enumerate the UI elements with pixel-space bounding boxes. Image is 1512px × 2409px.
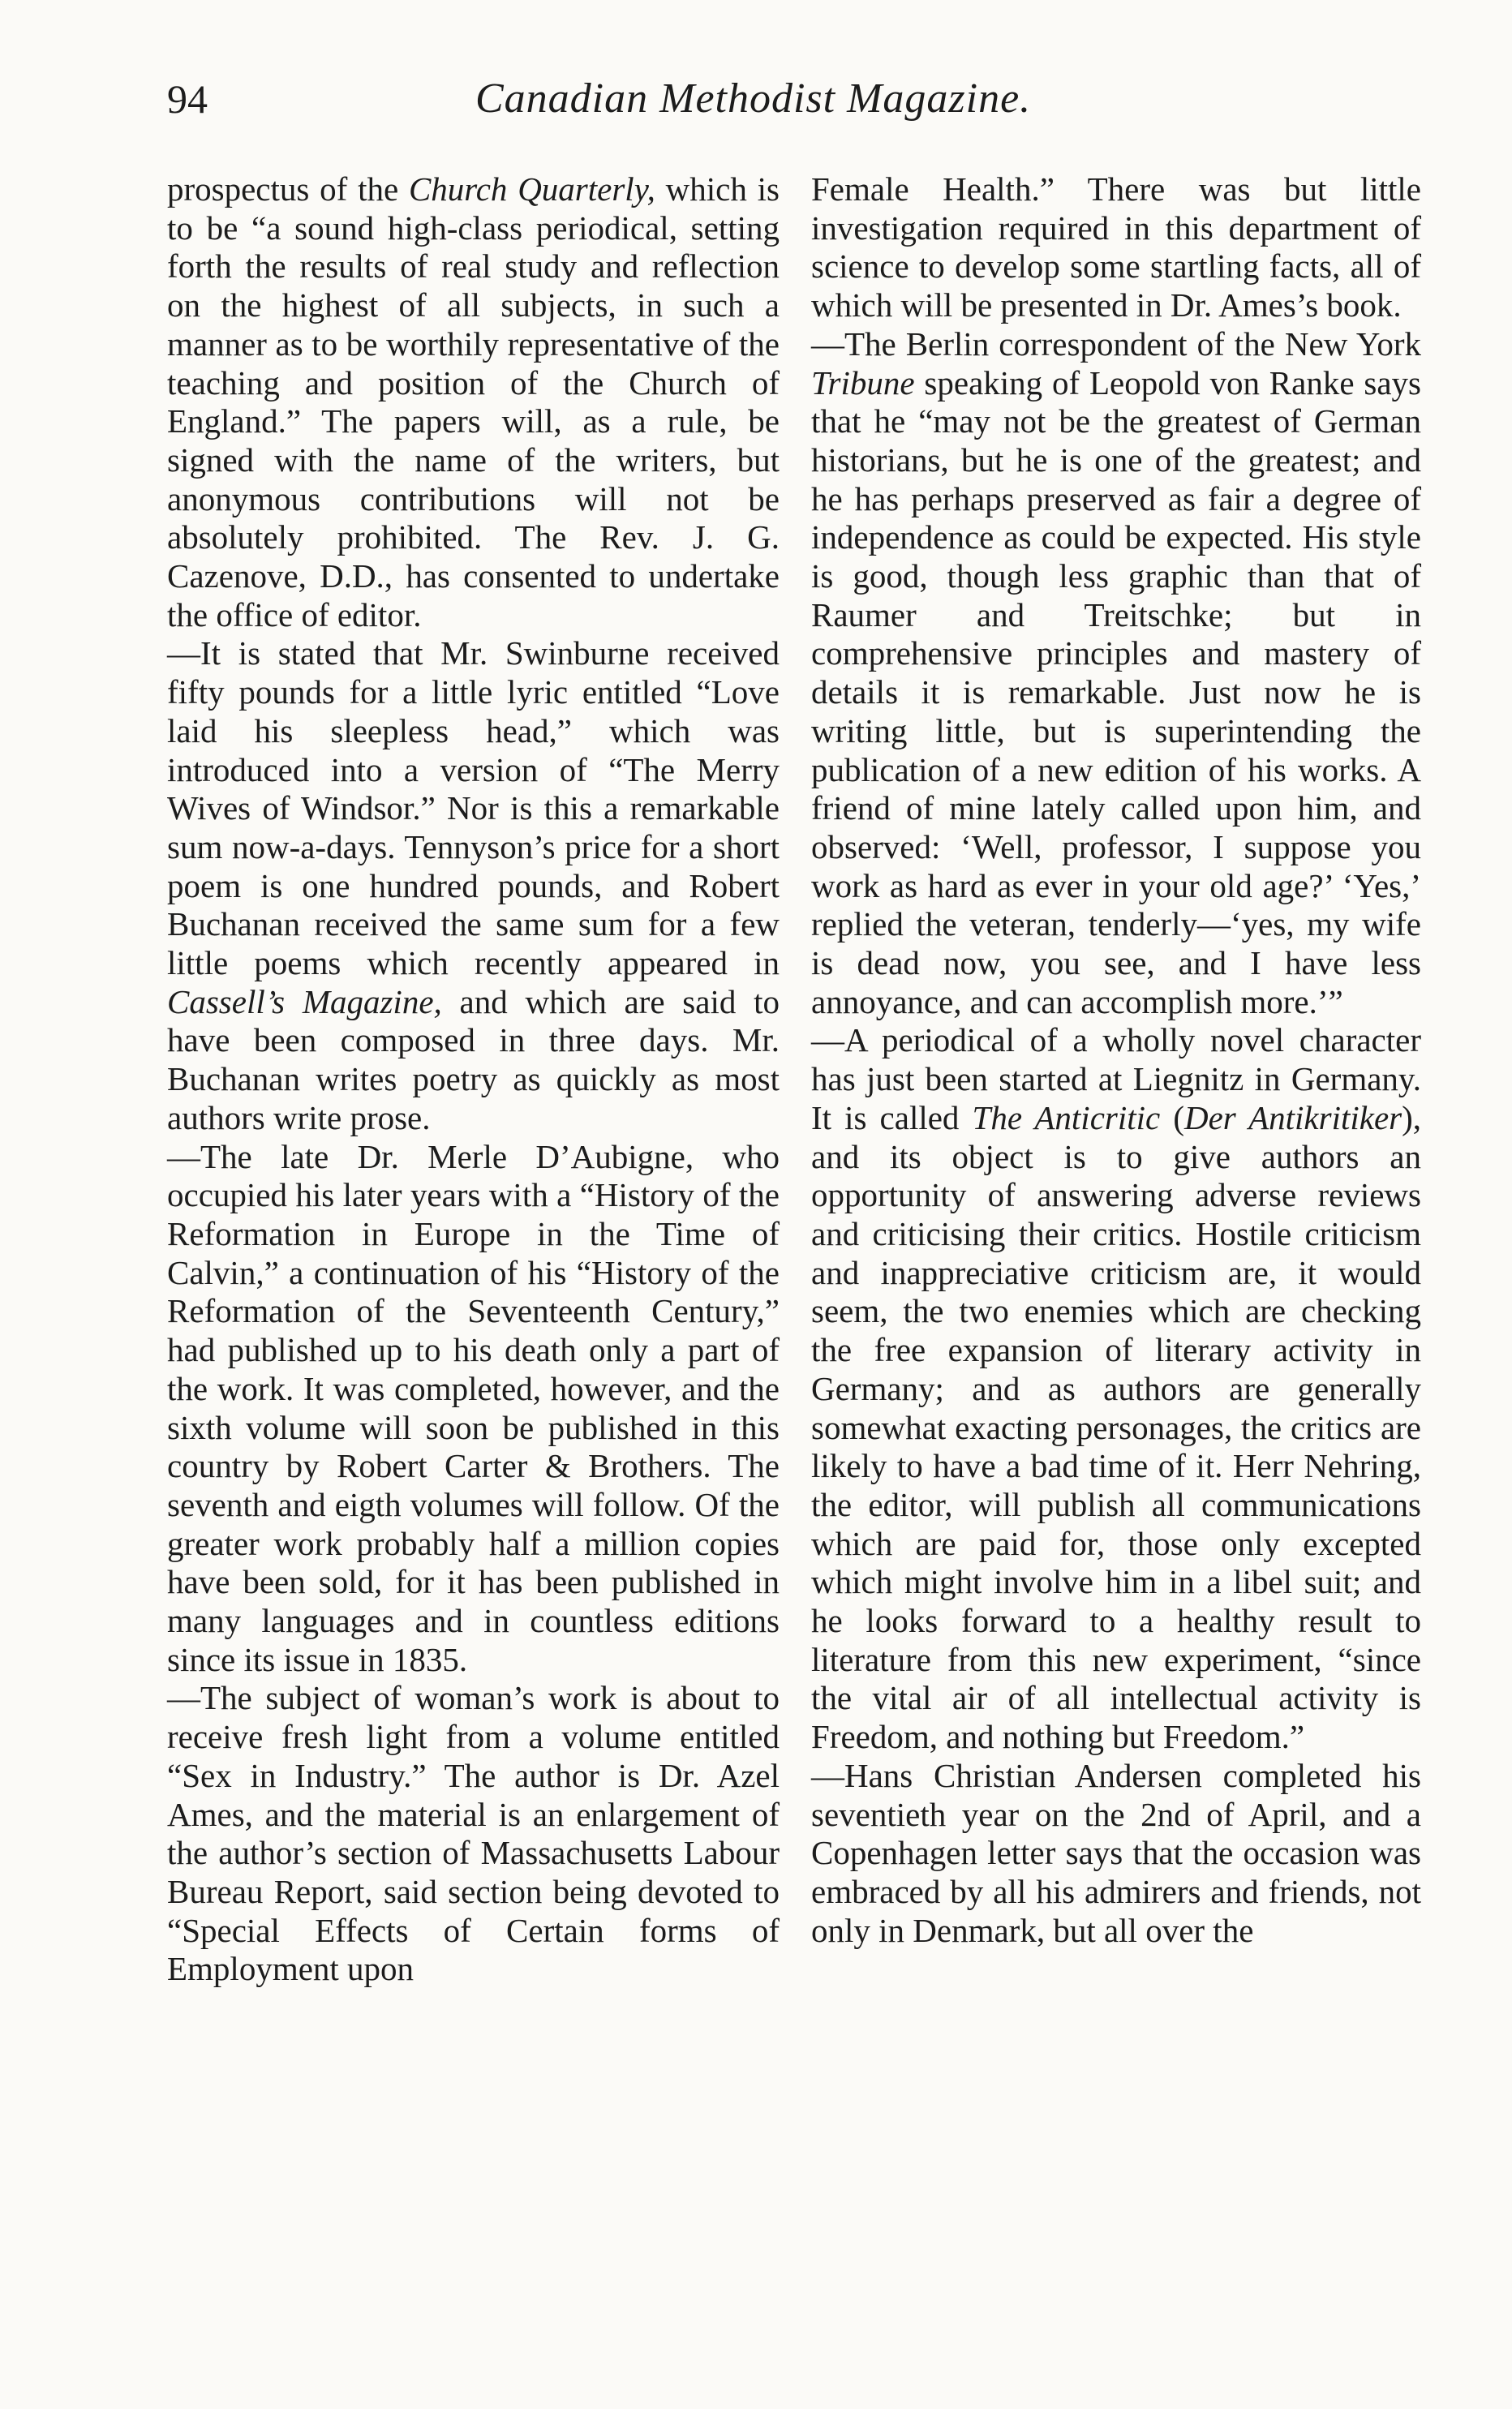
paragraph-church-quarterly bbox=[167, 170, 780, 634]
text-run: —A periodical of a wholly novel character has just been started at Liegnitz in Germany. It is called bbox=[811, 1021, 1421, 1136]
italic-title: Church Quarterly, bbox=[408, 170, 655, 208]
text-run: ), and its object is to give authors an opportunity of answering adverse reviews and criticising their critics. Hostile criticism and inappreciative criticism are, it would seem, the two enemies which are checking the free expansion of literary activity in Germany; and as authors are generally somewhat exacting personages, the critics are likely to have a bad time of it. Herr Nehring, the editor, will publish all communications which are paid for, those only excepted which might involve him in a libel suit; and he looks forward to a healthy result to literature from this new experiment, “since the vital air of all intellectual activity is Freedom, and nothing but Freedom.” bbox=[811, 1098, 1421, 1756]
paragraph-andersen: —Hans Christian Andersen completed his seventieth year on the 2nd of April, and a Copenhagen letter says that the occasion was embraced by all his admirers and friends, not only in Denmark, but all over the bbox=[811, 1756, 1421, 1949]
paragraph-sex-in-industry: —The subject of woman’s work is about to receive fresh light from a volume entitled “Sex in Industry.” The author is Dr. Azel Ames, and the material is an enlargement of the author’s section of Massachusetts Labour Bureau Report, said section being devoted to “Special Effects of Certain forms of Employment upon bbox=[167, 1679, 780, 1988]
text-run: ( bbox=[1160, 1098, 1184, 1136]
paragraph-female-health: Female Health.” There was but little investigation required in this department of science to develop some startling facts, all of which will be presented in Dr. Ames’s book. bbox=[811, 170, 1421, 324]
text-run: which is to be “a sound high-class periodical, setting forth the results of real study and reflection on the highest of all subjects, in such a manner as to be worthily representative of the teaching and position of the Church of England.” The papers will, as a rule, be signed with the name of the writers, but anonymous contributions will not be absolutely prohibited. The Rev. J. G. Cazenove, D.D., has consented to undertake the office of editor. bbox=[167, 170, 780, 633]
italic-title: Tribune bbox=[811, 363, 915, 402]
text-run: prospectus of the bbox=[167, 170, 409, 208]
right-column bbox=[811, 170, 1421, 1950]
paragraph-daubigne: —The late Dr. Merle D’Aubigne, who occupied his later years with a “History of the Reformation in Europe in the Time of Calvin,” a continuation of his “History of the Reformation of the Seventeenth Century,” had published up to his death only a part of the work. It was completed, however, and the sixth volume will soon be published in this country by Robert Carter & Brothers. The seventh and eigth volumes will follow. Of the greater work probably half a million copies have been sold, for it has been published in many languages and in countless editions since its issue in 1835. bbox=[167, 1137, 780, 1678]
page-number: 94 bbox=[167, 76, 208, 122]
paragraph-swinburne bbox=[167, 634, 780, 1137]
italic-title: Cassell’s Magazine, bbox=[167, 982, 442, 1020]
paragraph-von-ranke bbox=[811, 325, 1421, 1022]
text-run: —It is stated that Mr. Swinburne received fifty pounds for a little lyric entitled “Love laid his sleepless head,” which was introduced into a version of “The Merry Wives of Windsor.” Nor is this a remarkable sum now-a-days. Tennyson’s price for a short poem is one hundred pounds, and Robert Buchanan received the same sum for a few little poems which recently appeared in bbox=[167, 634, 780, 982]
text-run: speaking of Leopold von Ranke says that he “may not be the greatest of German historians, but he is one of the greatest; and he has perhaps preserved as fair a degree of independence as could be expected. His style is good, though less graphic than that of Raumer and Treitschke; but in comprehensive principles and mastery of details it is remarkable. Just now he is writing little, but is superintending the publication of a new edition of his works. A friend of mine lately called upon him, and observed: ‘Well, professor, I suppose you work as hard as ever in your old age?’ ‘Yes,’ replied the veteran, tenderly—‘yes, my wife is dead now, you see, and I have less annoyance, and can accomplish more.’” bbox=[811, 363, 1421, 1020]
italic-title: The Anticritic bbox=[972, 1098, 1161, 1136]
text-run: and which are said to have been composed in three days. Mr. Buchanan writes poetry as quickly as most authors write prose. bbox=[167, 982, 780, 1136]
paragraph-anticritic bbox=[811, 1021, 1421, 1756]
italic-title: Der Antikritiker bbox=[1183, 1098, 1402, 1136]
running-title: Canadian Methodist Magazine. bbox=[475, 75, 1032, 122]
text-run: —The Berlin correspondent of the New York bbox=[811, 324, 1421, 363]
page-header bbox=[167, 75, 1416, 140]
left-column bbox=[167, 170, 780, 1989]
